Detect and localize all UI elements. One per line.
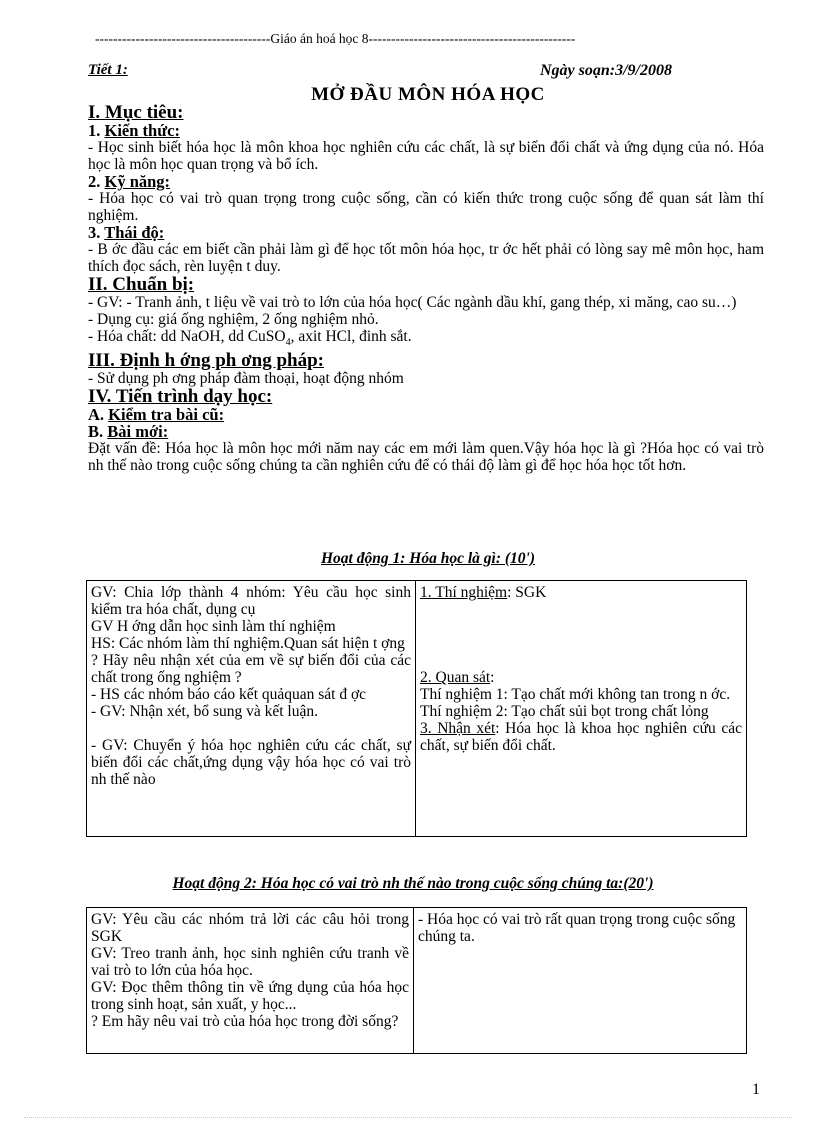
new-lesson-number: B. — [88, 422, 104, 442]
skills-label: Kỹ năng: — [104, 172, 171, 191]
activity2-row — [87, 908, 747, 1054]
footer-divider — [24, 1117, 792, 1118]
activity1-teacher-cell — [87, 581, 416, 837]
observation-2: Thí nghiệm 2: Tạo chất sủi bọt trong chất lỏng — [420, 703, 709, 720]
old-lesson-heading — [88, 406, 764, 423]
remark-text: : Hóa học là khoa học nghiên cứu các chất, sự biến đổi chất. — [420, 720, 742, 754]
observation-line — [420, 669, 742, 686]
a1-left-2: GV H ớng dẫn học sinh làm thí nghiệm — [91, 618, 336, 635]
a2-right: - Hóa học có vai trò rất quan trọng trong cuộc sống chúng ta. — [418, 911, 736, 945]
chem-text-1: - Hóa chất: dd NaOH, dd CuSO — [88, 328, 286, 345]
remark-line — [420, 720, 742, 754]
lesson-line — [88, 62, 764, 82]
old-lesson-number: A. — [88, 405, 105, 425]
a1-left-4: ? Hãy nêu nhận xét của em về sự biến đổi của các chất trong ống nghiệm ? — [91, 652, 411, 686]
lesson-title: MỞ ĐẦU MÔN HÓA HỌC — [311, 84, 545, 105]
document-header: ---------------------------------------Giáo án hoá học 8---------------------------------------------- — [95, 31, 576, 46]
preparation-date: Ngày soạn:3/9/2008 — [540, 62, 672, 79]
chem-text-2: , axit HCl, đinh sắt. — [290, 328, 412, 345]
activity2-title: Hoạt động 2: Hóa học có vai trò nh thế nào trong cuộc sống chúng ta:(20') — [172, 875, 654, 892]
observation-1: Thí nghiệm 1: Tạo chất mới không tan trong n ớc. — [420, 686, 731, 703]
old-lesson-label: Kiểm tra bài cũ: — [108, 405, 225, 425]
lesson-number: Tiết 1: — [88, 62, 128, 78]
experiment-line — [420, 584, 742, 601]
activity1-row — [87, 581, 747, 837]
knowledge-label: Kiến thức: — [104, 121, 180, 140]
attitude-label: Thái độ: — [104, 223, 165, 242]
a2-left-4: ? Em hãy nêu vai trò của hóa học trong đời sống? — [91, 1013, 399, 1030]
a1-left-5: - HS các nhóm báo cáo kết quảquan sát đ ợc — [91, 686, 367, 703]
preparation-gv — [88, 294, 764, 311]
new-lesson-label: Bài mới: — [107, 422, 169, 442]
method-text: - Sử dụng ph ơng pháp đàm thoại, hoạt động nhóm — [88, 370, 404, 388]
a1-left-1: GV: Chia lớp thành 4 nhóm: Yêu cầu học sinh kiểm tra hóa chất, dụng cụ — [91, 584, 411, 618]
experiment-text: : SGK — [507, 584, 547, 601]
a1-left-6: - GV: Nhận xét, bổ sung và kết luận. — [91, 703, 318, 720]
knowledge-heading — [88, 122, 764, 139]
skills-heading — [88, 173, 764, 190]
section-method-heading: III. Định h ớng ph ơng pháp: — [88, 350, 324, 372]
attitude-text: - B ớc đầu các em biết cần phải làm gì để học tốt môn hóa học, tr ớc hết phải có lòng say mê môn học, ham thích đọc sách, rèn luyện t duy. — [88, 241, 764, 275]
activity2-table — [86, 907, 747, 1054]
a1-left-7: - GV: Chuyển ý hóa học nghiên cứu các chất, sự biến đổi các chất,ứng dụng vậy hóa học có vai trò nh thế nào — [91, 737, 411, 788]
a2-left-2: GV: Treo tranh ảnh, học sinh nghiên cứu tranh về vai trò to lớn của hóa học. — [91, 945, 409, 979]
skills-text: - Hóa học có vai trò quan trọng trong cuộc sống, cần có kiến thức trong cuộc sống để quan sát làm thí nghiệm. — [88, 190, 764, 224]
activity1-content-cell — [416, 581, 747, 837]
experiment-label: 1. Thí nghiệm — [420, 584, 508, 601]
a1-left-3: HS: Các nhóm làm thí nghiệm.Quan sát hiện t ợng — [91, 635, 405, 652]
knowledge-text: - Học sinh biết hóa học là môn khoa học nghiên cứu các chất, là sự biến đổi chất và ứng dụng của nó. Hóa học là môn học quan trọng và bổ ích. — [88, 139, 764, 173]
section-preparation-heading: II. Chuẩn bị: — [88, 274, 195, 295]
preparation-tools: - Dụng cụ: giá ống nghiệm, 2 ống nghiệm nhỏ. — [88, 311, 379, 328]
skills-number: 2. — [88, 172, 101, 191]
gv-text: - Tranh ảnh, t liệu về vai trò to lớn của hóa học( Các ngành dầu khí, gang thép, xi măng, cao su…) — [126, 294, 737, 311]
section-process-heading: IV. Tiến trình dạy học: — [88, 386, 273, 408]
remark-label: 3. Nhận xét — [420, 720, 496, 737]
activity1-title: Hoạt động 1: Hóa học là gì: (10') — [321, 550, 535, 567]
gv-label: - GV: — [88, 294, 123, 311]
activity2-teacher-cell — [87, 908, 414, 1054]
activity2-content-cell — [414, 908, 747, 1054]
chem-subscript: 4 — [285, 337, 291, 349]
a2-left-3: GV: Đọc thêm thông tin về ứng dụng của hóa học trong sinh hoạt, sản xuất, y học... — [91, 979, 409, 1013]
knowledge-number: 1. — [88, 121, 101, 140]
section-objectives-heading: I. Mục tiêu: — [88, 102, 184, 123]
page-number: 1 — [752, 1081, 760, 1098]
attitude-heading — [88, 224, 764, 241]
observation-label: 2. Quan sát — [420, 669, 491, 686]
attitude-number: 3. — [88, 223, 101, 242]
objectives-section — [88, 103, 764, 474]
new-lesson-heading — [88, 423, 764, 440]
observation-colon: : — [490, 669, 495, 686]
lesson-intro: Đặt vấn đề: Hóa học là môn học mới năm nay các em mới làm quen.Vậy hóa học là gì ?Hóa học có vai trò nh thế nào trong cuộc sống chúng ta cần nghiên cứu để có thái độ làm gì để học hóa học tốt hơn. — [88, 440, 764, 475]
a2-left-1: GV: Yêu cầu các nhóm trả lời các câu hỏi trong SGK — [91, 911, 409, 945]
activity1-table — [86, 580, 747, 837]
preparation-chemicals — [88, 328, 764, 351]
